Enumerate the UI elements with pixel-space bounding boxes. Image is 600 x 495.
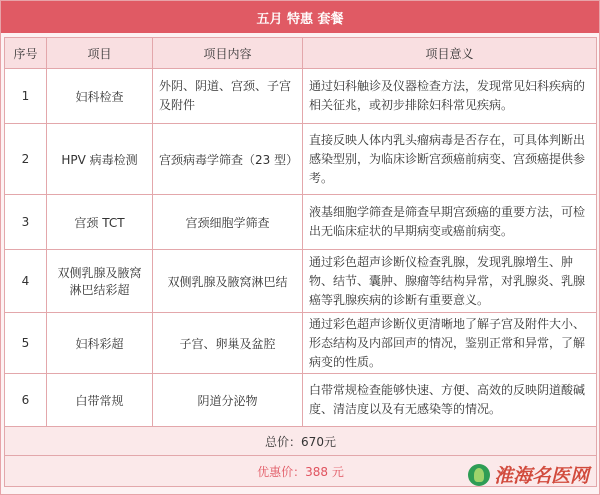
- row-meaning: 白带常规检查能够快速、方便、高效的反映阴道酸碱度、清洁度以及有无感染等的情况。: [303, 374, 597, 427]
- row-meaning: 通过妇科触诊及仪器检查方法，发现常见妇科疾病的相关征兆，或初步排除妇科常见疾病。: [303, 69, 597, 124]
- row-item: 白带常规: [47, 374, 153, 427]
- row-content: 双侧乳腺及腋窝淋巴结: [153, 250, 303, 313]
- row-item: 宫颈 TCT: [47, 195, 153, 250]
- package-title: 五月 特惠 套餐: [1, 1, 599, 33]
- table-row: [5, 250, 597, 313]
- row-item: 双侧乳腺及腋窝淋巴结彩超: [47, 250, 153, 313]
- row-no: 4: [5, 250, 47, 313]
- row-meaning: 通过彩色超声诊断仪更清晰地了解子宫及附件大小、形态结构及内部回声的情况，鉴别正常和异常，了解病变的性质。: [303, 313, 597, 374]
- row-item: 妇科检查: [47, 69, 153, 124]
- row-meaning: 液基细胞学筛查是筛查早期宫颈癌的重要方法，可检出无临床症状的早期病变或癌前病变。: [303, 195, 597, 250]
- header-no: 序号: [5, 38, 47, 69]
- row-item: 妇科彩超: [47, 313, 153, 374]
- header-item: 项目: [47, 38, 153, 69]
- site-logo-icon: [468, 464, 490, 486]
- site-watermark: [468, 461, 589, 488]
- row-item: HPV 病毒检测: [47, 124, 153, 195]
- row-no: 5: [5, 313, 47, 374]
- table-row: [5, 374, 597, 427]
- table-row: [5, 195, 597, 250]
- row-content: 宫颈病毒学筛查（23 型）: [153, 124, 303, 195]
- row-no: 2: [5, 124, 47, 195]
- table-row: [5, 69, 597, 124]
- row-no: 6: [5, 374, 47, 427]
- total-price: 总价：670元: [5, 427, 597, 456]
- header-content: 项目内容: [153, 38, 303, 69]
- row-content: 宫颈细胞学筛查: [153, 195, 303, 250]
- header-meaning: 项目意义: [303, 38, 597, 69]
- row-no: 1: [5, 69, 47, 124]
- package-table: [4, 37, 597, 487]
- row-meaning: 直接反映人体内乳头瘤病毒是否存在，可具体判断出感染型别，为临床诊断宫颈癌前病变、宫颈癌提供参考。: [303, 124, 597, 195]
- watermark-text: 淮海名医网: [493, 465, 589, 487]
- total-row: [5, 427, 597, 456]
- row-no: 3: [5, 195, 47, 250]
- row-content: 子宫、卵巢及盆腔: [153, 313, 303, 374]
- table-header-row: [5, 38, 597, 69]
- row-content: 外阴、阴道、宫颈、子宫及附件: [153, 69, 303, 124]
- row-content: 阴道分泌物: [153, 374, 303, 427]
- table-row: [5, 124, 597, 195]
- promo-price: 优惠价：388 元: [5, 456, 597, 487]
- row-meaning: 通过彩色超声诊断仪检查乳腺，发现乳腺增生、肿物、结节、囊肿、腺瘤等结构异常，对乳腺炎、乳腺癌等乳腺疾病的诊断有重要意义。: [303, 250, 597, 313]
- table-row: [5, 313, 597, 374]
